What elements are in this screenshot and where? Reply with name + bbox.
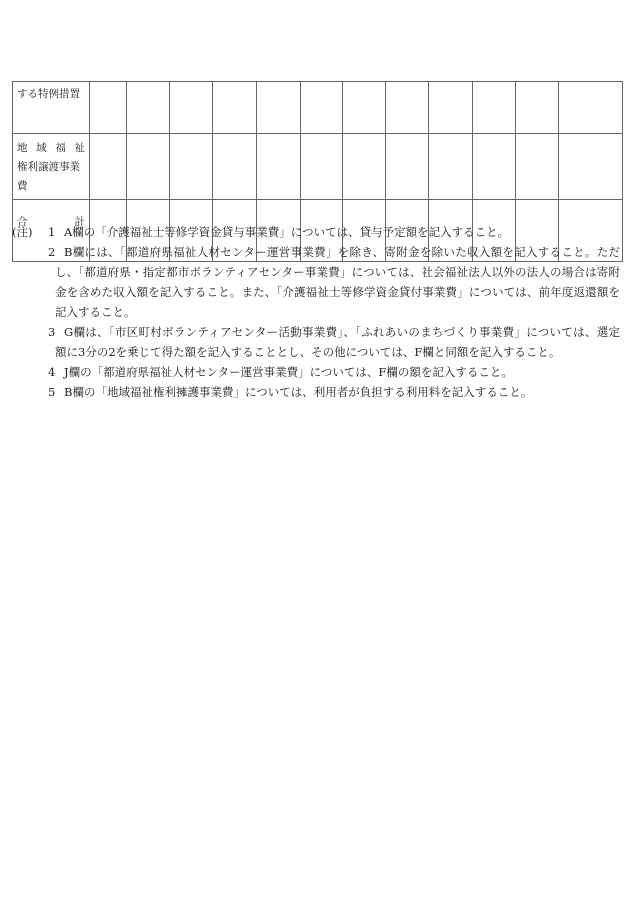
table-row (13, 82, 623, 134)
label-char: 計 (74, 216, 85, 228)
data-cell[interactable] (90, 134, 127, 200)
label-char: 祉 (74, 142, 85, 154)
data-cell[interactable] (127, 134, 170, 200)
label-char: 福 (55, 142, 66, 154)
data-cell[interactable] (386, 134, 429, 200)
row-label-line (17, 139, 85, 158)
data-cell[interactable] (213, 82, 257, 134)
note-line: B欄には、「都道府県福祉人材センター運営事業費」を除き、寄附金を除いた収入額を記入すること。ただ (64, 245, 620, 259)
note-line: 金を含めた収入額を記入すること。また、「介護福祉士等修学資金貸付事業費」については、前年度返還額を (55, 285, 620, 299)
note-line: 額に3分の2を乗じて得た額を記入することとし、その他については、F欄と同額を記入すること。 (55, 345, 561, 359)
note-line: J欄の「都道府県福祉人材センター運営事業費」については、F欄の額を記入すること。 (64, 365, 513, 379)
row-label-line: する特例措置 (17, 88, 80, 100)
note-number: 3 (48, 325, 56, 339)
data-cell[interactable] (516, 82, 559, 134)
data-cell[interactable] (386, 82, 429, 134)
note-number: 2 (48, 245, 56, 259)
data-cell[interactable] (343, 134, 386, 200)
label-char: 域 (36, 142, 47, 154)
table-row (13, 134, 623, 200)
data-cell[interactable] (213, 134, 257, 200)
data-cell[interactable] (473, 82, 516, 134)
note-line: A欄の「介護福祉士等修学資金貸与事業費」については、貸与予定額を記入すること。 (64, 225, 510, 239)
note-number: 5 (48, 385, 56, 399)
data-cell[interactable] (429, 134, 473, 200)
note-number: 1 (48, 225, 56, 239)
data-cell[interactable] (170, 134, 213, 200)
note-line: 記入すること。 (55, 305, 136, 319)
row-label (13, 82, 90, 134)
note-line: G欄は、「市区町村ボランティアセンター活動事業費」、「ふれあいのまちづくり事業費」については、選定 (64, 325, 620, 339)
data-cell[interactable] (301, 134, 343, 200)
data-cell[interactable] (257, 82, 301, 134)
data-cell[interactable] (301, 82, 343, 134)
data-cell[interactable] (343, 82, 386, 134)
data-cell[interactable] (559, 82, 623, 134)
data-cell[interactable] (90, 82, 127, 134)
row-label (13, 134, 90, 200)
data-cell[interactable] (429, 82, 473, 134)
label-char: 合 (17, 216, 28, 228)
row-label-line: 権利譲渡事業費 (17, 161, 80, 192)
data-cell[interactable] (473, 134, 516, 200)
label-char: 地 (17, 142, 28, 154)
data-cell[interactable] (257, 134, 301, 200)
data-cell[interactable] (170, 82, 213, 134)
note-line: B欄の「地域福祉権利擁護事業費」については、利用者が負担する利用料を記入すること。 (64, 385, 533, 399)
note-line: し、「都道府県・指定都市ボランティアセンター事業費」については、社会福祉法人以外の法人の場合は寄附 (55, 265, 620, 279)
data-cell[interactable] (516, 134, 559, 200)
notes-marker: (注) (12, 225, 33, 239)
data-cell[interactable] (127, 82, 170, 134)
data-cell[interactable] (559, 134, 623, 200)
note-number: 4 (48, 365, 56, 379)
